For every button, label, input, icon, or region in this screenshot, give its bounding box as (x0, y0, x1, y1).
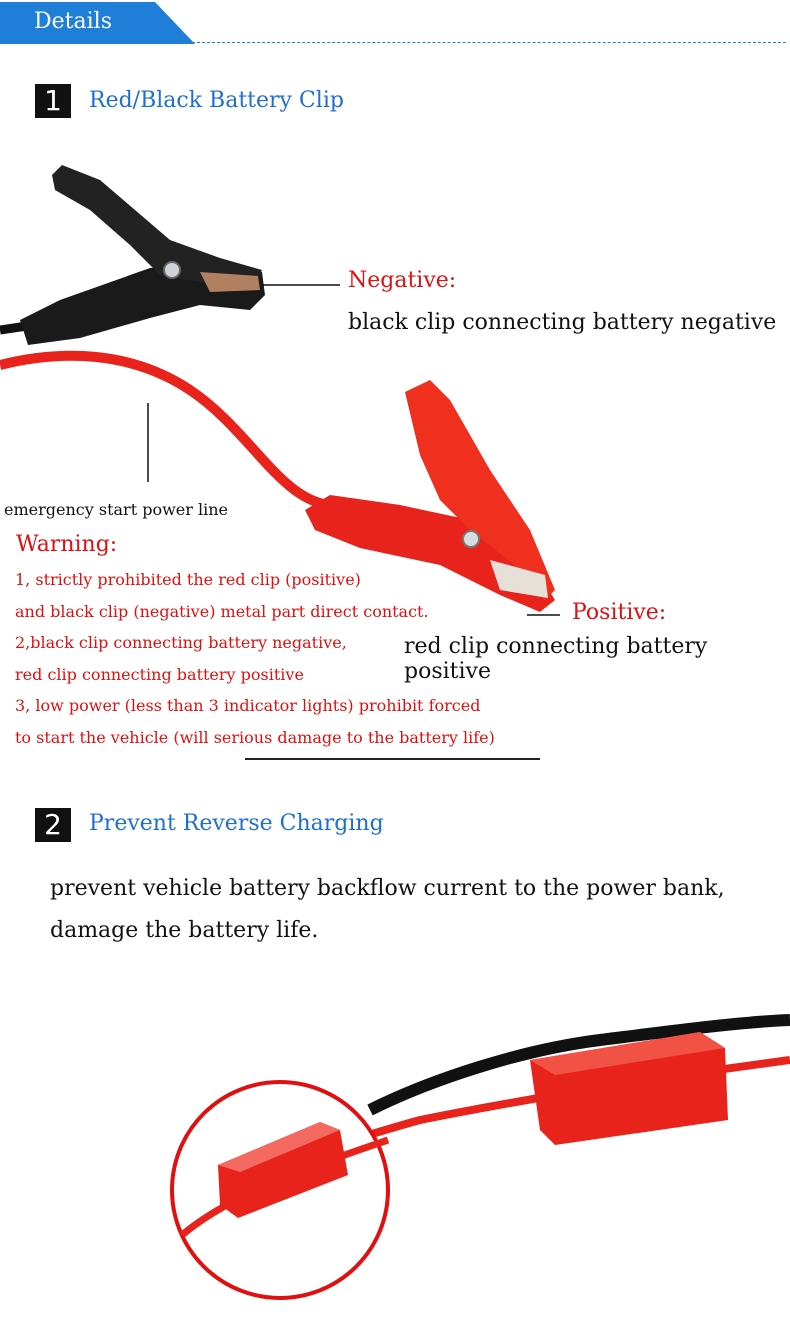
section-2-number: 2 (35, 808, 71, 842)
warning-title: Warning: (16, 532, 118, 557)
section-2-title: Prevent Reverse Charging (89, 811, 384, 836)
red-wire (200, 1060, 790, 1210)
magnifier-circle (172, 1082, 388, 1298)
warning-line: and black clip (negative) metal part direct contact. (15, 602, 429, 621)
black-wire (370, 1020, 790, 1110)
warning-line: to start the vehicle (will serious damage to the battery life) (15, 728, 495, 747)
section-2-description-line: prevent vehicle battery backflow current to the power bank, (50, 876, 725, 901)
section-1-title: Red/Black Battery Clip (89, 88, 344, 113)
warning-line: 3, low power (less than 3 indicator lights) prohibit forced (15, 696, 481, 715)
warning-line: 2,black clip connecting battery negative, (15, 633, 347, 652)
black-clip-icon (20, 165, 265, 345)
negative-description: black clip connecting battery negative (348, 310, 777, 335)
red-cable (0, 356, 330, 505)
details-tab-label: Details (34, 9, 112, 34)
positive-title: Positive: (572, 600, 667, 625)
warning-line: 1, strictly prohibited the red clip (positive) (15, 570, 361, 589)
negative-title: Negative: (348, 268, 457, 293)
positive-description: red clip connecting battery positive (404, 634, 708, 684)
magnified-red-wire (182, 1140, 388, 1235)
protector-module-icon (530, 1032, 728, 1145)
section-1-number: 1 (35, 84, 71, 118)
warning-line: red clip connecting battery positive (15, 665, 304, 684)
power-line-label: emergency start power line (4, 500, 228, 519)
magnified-protector-icon (218, 1122, 348, 1218)
section-2-description-line: damage the battery life. (50, 918, 319, 943)
